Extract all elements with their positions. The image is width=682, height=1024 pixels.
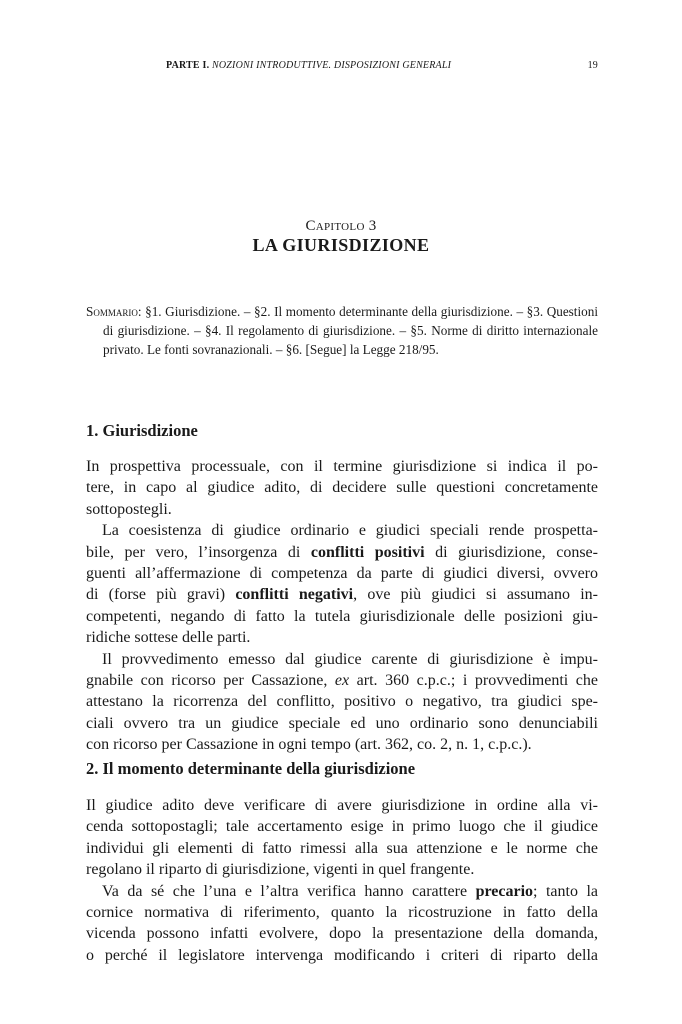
bold-term-conflitti-positivi: conflitti positivi	[310, 543, 425, 561]
text-run: bile, per vero, l’insorgenza di	[86, 543, 311, 561]
text-run: di giurisdizione, conse-	[424, 543, 598, 561]
text-line: Il provvedimento emesso dal giudice carente di giurisdizione è impu-	[102, 650, 598, 668]
text-line: vicenda possono infatti evolvere, dopo la presentazione della domanda,	[86, 925, 598, 943]
running-head-title	[166, 60, 451, 71]
text-run: Va da sé che l’una e l’altra verifica hanno carattere	[102, 882, 476, 900]
text-line: La coesistenza di giudice ordinario e giudici speciali rende prospetta-	[102, 522, 598, 540]
text-line: In prospettiva processuale, con il termine giurisdizione si indica il po-	[86, 458, 598, 475]
text-line: cornice normativa di riferimento, quanto la ricostruzione in fatto della	[86, 904, 598, 922]
section-2-body	[86, 795, 598, 966]
text-line: competenti, negando di fatto la tutela giurisdizionale delle posizioni giu-	[86, 607, 598, 625]
bold-term-conflitti-negativi: conflitti negativi	[235, 586, 354, 604]
section-heading-1: 1. Giurisdizione	[86, 421, 198, 440]
chapter-summary	[86, 302, 598, 359]
section-heading-2: 2. Il momento determinante della giurisdizione	[86, 759, 416, 778]
text-line: attestano la ricorrenza del conflitto, positivo o negativo, tra giudici spe-	[86, 693, 598, 711]
section-1-body	[86, 456, 598, 756]
running-head-subtitle: NOZIONI INTRODUTTIVE. DISPOSIZIONI GENERALI	[212, 60, 452, 71]
text-line	[86, 584, 598, 605]
text-line: con ricorso per Cassazione in ogni tempo (art. 362, co. 2, n. 1, c.p.c.).	[86, 736, 532, 754]
text-line	[86, 670, 598, 691]
text-line: tere, in capo al giudice adito, di decidere sulle questioni concretamente	[86, 479, 598, 497]
bold-term-precario: precario	[475, 882, 534, 900]
text-line: regolano il riparto di giurisdizione, vigenti in quel frangente.	[86, 861, 475, 879]
text-run: ; tanto la	[533, 882, 599, 900]
running-head	[86, 60, 598, 74]
text-line: cenda sottopostagli; tale accertamento esige in primo luogo che il giudice	[86, 818, 598, 836]
text-line: individui gli elementi di fatto rimessi alla sua attenzione e le norme che	[86, 839, 598, 857]
summary-label: Sommario:	[86, 304, 142, 319]
running-head-part: PARTE I.	[166, 60, 210, 71]
text-run: art. 360 c.p.c.; i provvedimenti che	[349, 672, 599, 690]
text-line: ciali ovvero tra un giudice speciale ed uno ordinario sono denunciabili	[86, 714, 598, 732]
page-number: 19	[587, 60, 598, 71]
text-run: gnabile con ricorso per Cassazione,	[86, 672, 335, 690]
text-line	[86, 542, 598, 563]
text-line: guenti all’affermazione di competenza da parte di giudici diversi, ovvero	[86, 565, 598, 583]
chapter-title: LA GIURISDIZIONE	[252, 235, 430, 255]
chapter-label: Capitolo 3	[305, 218, 377, 234]
text-run: , ove più giudici si assumano in-	[353, 586, 599, 604]
text-line: o perché il legislatore intervenga modificando i criteri di riparto della	[86, 946, 598, 964]
text-line	[86, 881, 598, 902]
summary-text: §1. Giurisdizione. – §2. Il momento determinante della giurisdizione. – §3. Questioni di giurisdizione. – §4. Il regolamento di giurisdizione. – §5. Norme di diritto internazionale privato. Le fonti sovranazionali. – §6. [Segue] la Legge 218/95.	[103, 304, 598, 357]
text-line: sottopostegli.	[86, 500, 172, 518]
italic-term-ex: ex	[334, 672, 350, 690]
text-run: di (forse più gravi)	[86, 586, 236, 604]
text-line: Il giudice adito deve verificare di avere giurisdizione in ordine alla vi-	[86, 797, 598, 814]
text-line: ridiche sottese delle parti.	[86, 629, 251, 647]
